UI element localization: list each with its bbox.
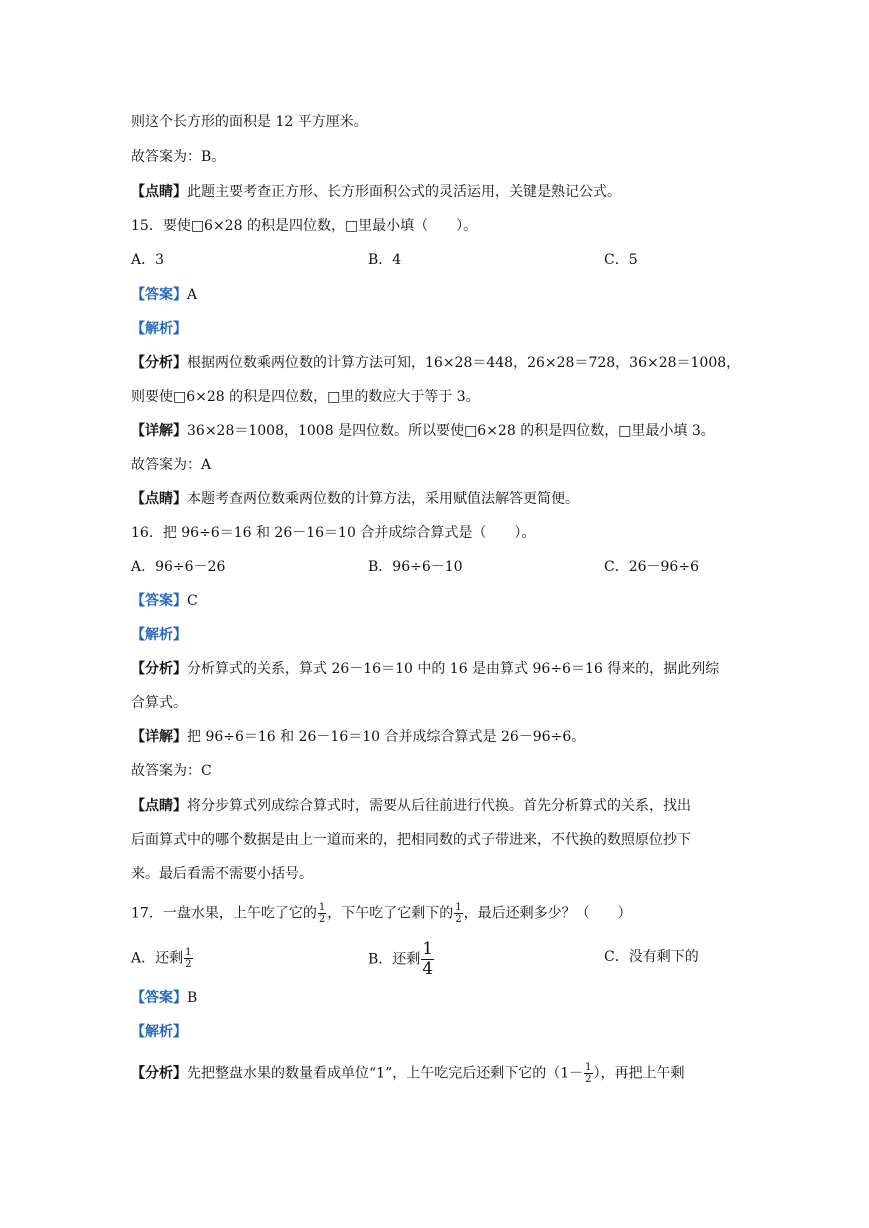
answer-tag: 【答案】 [131, 593, 187, 609]
fenxi-text: 分析算式的关系，算式 26－16＝10 中的 16 是由算式 96÷6＝16 得来的，据此列综 [187, 661, 720, 677]
fraction-denominator: 2 [185, 959, 192, 970]
q15-conclusion: 故答案为：A [131, 457, 212, 473]
answer-value: A [187, 287, 198, 303]
fraction-denominator: 2 [318, 914, 326, 925]
xiangjie-tag: 【详解】 [131, 423, 187, 439]
fraction-one-half [454, 902, 462, 925]
stem-text: 17．一盘水果，上午吃了它的 [131, 905, 317, 922]
q15-dianjing-line [131, 489, 579, 509]
fenxi-tag: 【分析】 [131, 355, 187, 371]
q15-xiangjie-line [131, 421, 715, 441]
dianjing-text: 本题考查两位数乘两位数的计算方法，采用赋值法解答更简便。 [187, 491, 579, 507]
xiangjie-text: 36×28＝1008，1008 是四位数。所以要使□6×28 的积是四位数，□里最小填 3。 [187, 423, 715, 439]
stem-text: ，下午吃了它剩下的 [327, 905, 454, 922]
fraction-numerator: 1 [318, 902, 326, 913]
q17-answer-line [131, 988, 197, 1008]
question-15-stem: 15．要使□6×28 的积是四位数，□里最小填（ ）。 [131, 218, 478, 234]
analysis-tag: 【解析】 [131, 1024, 187, 1040]
q16-option-a: A．96÷6－26 [131, 559, 226, 575]
xiangjie-tag: 【详解】 [131, 729, 187, 745]
comment-text: 此题主要考查正方形、长方形面积公式的灵活运用，关键是熟记公式。 [187, 184, 621, 200]
q17-option-a [131, 947, 194, 970]
q16-dianjing-line [131, 796, 691, 816]
q16-dianjing-line-3: 来。最后看需不需要小括号。 [131, 866, 313, 882]
fraction-denominator: 4 [422, 959, 434, 979]
fenxi-tag: 【分析】 [131, 661, 187, 677]
q15-fenxi-line [131, 353, 740, 373]
fraction-one-half [318, 902, 326, 925]
analysis-tag: 【解析】 [131, 321, 187, 337]
q15-answer-line [131, 285, 197, 305]
q16-dianjing-line-2: 后面算式中的哪个数据是由上一道而来的，把相同数的式子带进来，不代换的数照原位抄下 [131, 832, 691, 848]
dianjing-text: 将分步算式列成综合算式时，需要从后往前进行代换。首先分析算式的关系，找出 [187, 798, 691, 814]
fraction-numerator: 1 [185, 947, 192, 958]
dianjing-tag: 【点睛】 [131, 491, 187, 507]
dianjing-tag: 【点睛】 [131, 798, 187, 814]
q16-fenxi-line-2: 合算式。 [131, 695, 187, 711]
q16-option-b: B．96÷6－10 [368, 559, 463, 575]
q16-fenxi-line [131, 659, 719, 679]
xiangjie-text: 把 96÷6＝16 和 26－16＝10 合并成综合算式是 26－96÷6。 [187, 729, 586, 745]
answer-tag: 【答案】 [131, 990, 187, 1006]
q16-option-c: C．26－96÷6 [604, 559, 699, 575]
answer-value: C [187, 593, 198, 609]
comment-line [131, 182, 621, 202]
q16-xiangjie-line [131, 727, 585, 747]
fraction-numerator: 1 [455, 902, 462, 913]
q15-option-a: A．3 [131, 252, 165, 268]
option-label: B．还剩 [368, 951, 421, 968]
q15-option-b: B．4 [368, 252, 402, 268]
fraction-numerator: 1 [422, 939, 434, 959]
q17-option-b [368, 940, 435, 979]
q15-option-c: C．5 [604, 252, 638, 268]
answer-value: B [187, 990, 198, 1006]
answer-tag: 【答案】 [131, 287, 187, 303]
q17-option-c: C．没有剩下的 [604, 949, 699, 965]
q15-fenxi-line-2: 则要使□6×28 的积是四位数，□里的数应大于等于 3。 [131, 389, 480, 405]
fenxi-tag: 【分析】 [131, 1065, 187, 1082]
fraction-one-half [584, 1062, 592, 1085]
q16-answer-line [131, 591, 198, 611]
fenxi-text: 根据两位数乘两位数的计算方法可知，16×28＝448，26×28＝728，36×28＝1008， [187, 355, 741, 371]
comment-tag: 【点睛】 [131, 184, 187, 200]
fraction-denominator: 2 [585, 1074, 592, 1085]
question-17-stem [131, 902, 632, 925]
fraction-one-half [184, 947, 192, 970]
q16-conclusion: 故答案为：C [131, 763, 212, 779]
text-line: 故答案为：B。 [131, 149, 226, 165]
analysis-tag: 【解析】 [131, 627, 187, 643]
question-16-stem: 16．把 96÷6＝16 和 26－16＝10 合并成综合算式是（ ）。 [131, 525, 536, 541]
fenxi-text: ），再把上午剩 [593, 1065, 685, 1082]
q17-fenxi-line [131, 1062, 685, 1085]
fraction-numerator: 1 [585, 1062, 592, 1073]
stem-text: ，最后还剩多少？（ ） [463, 905, 632, 922]
fraction-denominator: 2 [455, 914, 462, 925]
fraction-one-quarter [421, 940, 434, 979]
text-line: 则这个长方形的面积是 12 平方厘米。 [131, 114, 368, 130]
fenxi-text: 先把整盘水果的数量看成单位“1”，上午吃完后还剩下它的（1－ [187, 1065, 584, 1082]
option-label: A．还剩 [131, 950, 184, 967]
